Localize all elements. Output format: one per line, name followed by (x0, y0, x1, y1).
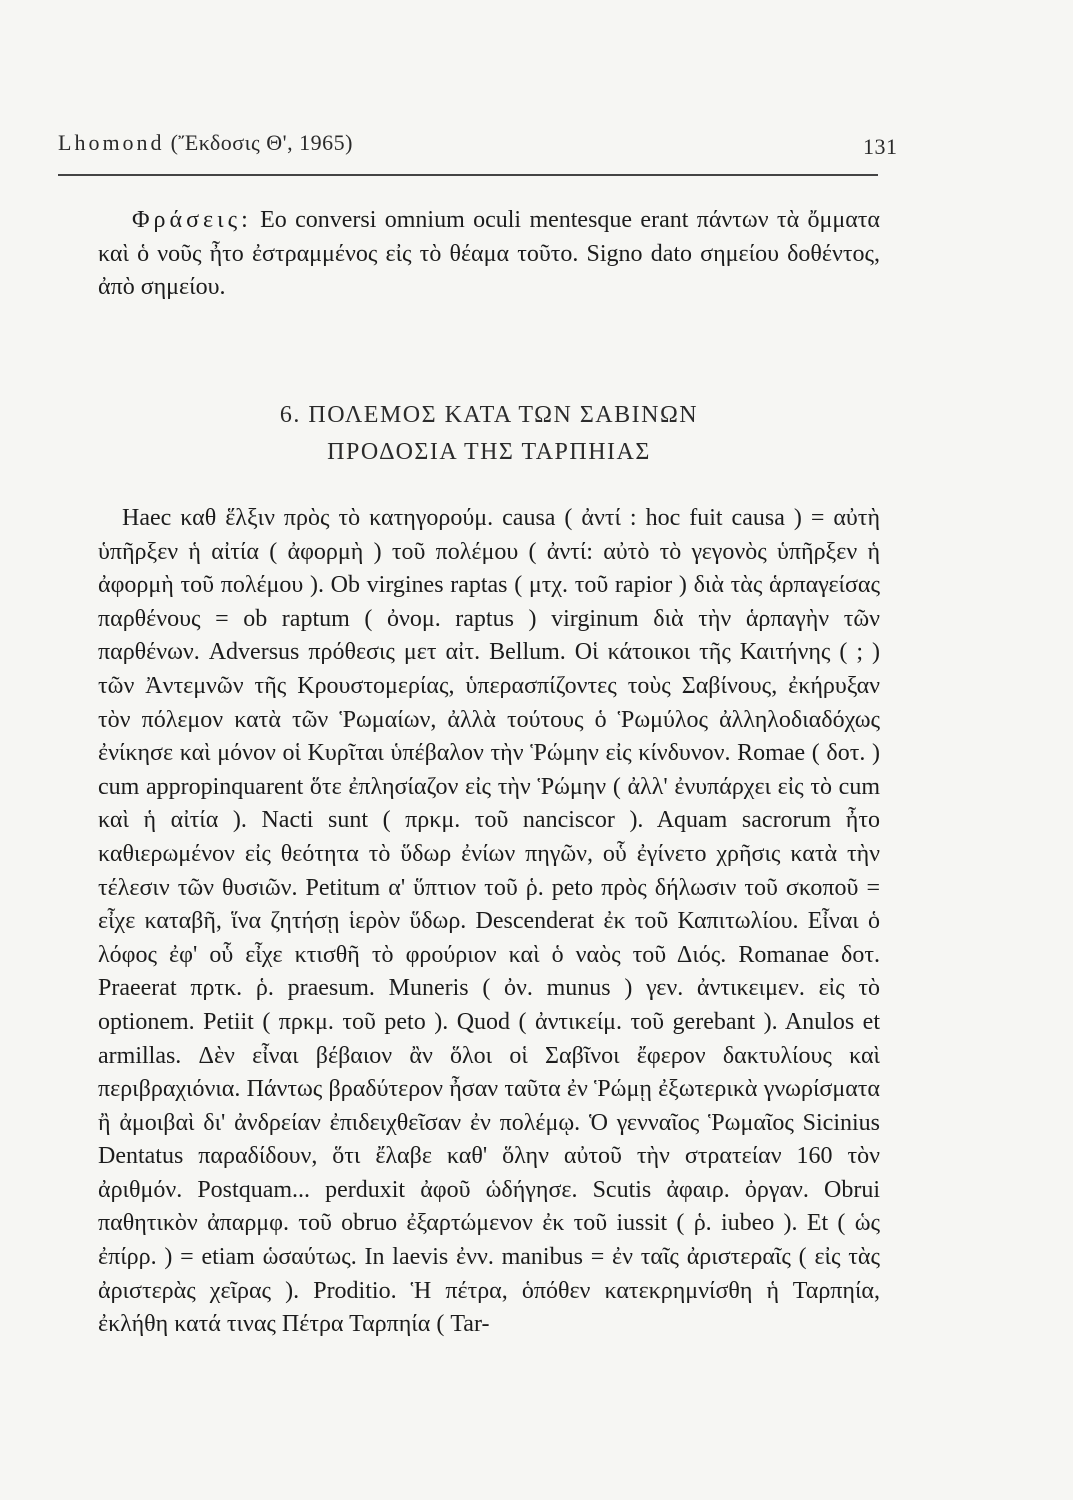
phrases-text: Eo conversi omnium oculi mentesque erant πάντων τὰ ὄμματα καὶ ὁ νοῦς ἦτο ἐστραμμένος εἰς τὸ θέαμα τοῦτο. Signo dato σημείου δοθέντος, ἀπὸ σημείου. (98, 207, 881, 301)
header-rule (58, 174, 878, 176)
page-number: 131 (863, 134, 898, 159)
commentary-paragraph: Haec καθ ἕλξιν πρὸς τὸ κατηγορούμ. causa ( ἀντί : hoc fuit causa ) = αὐτὴ ὑπῆρξεν ἡ αἰτία ( ἀφορμὴ ) τοῦ πολέμου ( ἀντί: αὐτὸ τὸ γεγονὸς ὑπῆρξεν ἡ ἀφορμὴ τοῦ πολέμου ). Ob virgines raptas ( μτχ. τοῦ rapior ) διὰ τὰς ἁρπαγείσας παρθένους = ob raptum ( ὀνομ. raptus ) virginum διὰ τὴν ἁρπαγὴν τῶν παρθένων. Adversus πρόθεσις μετ αἰτ. Bellum. Οἱ κάτοικοι τῆς Καιτήνης ( ; ) τῶν Ἀντεμνῶν τῆς Κρουστομερίας, ὑπερασπίζοντες τοὺς Σαβίνους, ἐκήρυξαν τὸν πόλεμον κατὰ τῶν Ῥωμαίων, ἀλλὰ τούτους ὁ Ῥωμύλος ἀλληλοδιαδόχως ἐνίκησε καὶ μόνον οἱ Κυρῖται ὑπέβαλον τὴν Ῥώμην εἰς κίνδυνον. Romae ( δοτ. ) cum appropinquarent ὅτε ἐπλησίαζον εἰς τὴν Ῥώμην ( ἀλλ' ἐνυπάρχει εἰς τὸ cum καὶ ἡ αἰτία ). Nacti sunt ( πρκμ. τοῦ nanciscor ). Aquam sacrorum ἦτο καθιερωμένον εἰς θεότητα τὸ ὕδωρ ἐνίων πηγῶν, οὗ ἐγίνετο χρῆσις κατὰ τὴν τέλεσιν τῶν θυσιῶν. Petitum α' ὕπτιον τοῦ ῥ. peto πρὸς δήλωσιν τοῦ σκοποῦ = εἶχε καταβῆ, ἵνα ζητήσῃ ἱερὸν ὕδωρ. Descenderat ἐκ τοῦ Καπιτωλίου. Εἶναι ὁ λόφος ἐφ' οὗ εἶχε κτισθῆ τὸ φρούριον καὶ ὁ ναὸς τοῦ Διός. Romanae δοτ. Praeerat πρτκ. ῥ. praesum. Muneris ( ὀν. munus ) γεν. ἀντικειμεν. εἰς τὸ optionem. Petiit ( πρκμ. τοῦ peto ). Quod ( ἀντικείμ. τοῦ gerebant ). Anulos et armillas. Δὲν εἶναι βέβαιον ἂν ὅλοι οἱ Σαβῖνοι ἔφερον δακτυλίους καὶ περιβραχιόνια. Πάντως βραδύτερον ἦσαν ταῦτα ἐν Ῥώμῃ ἐξωτερικὰ γνωρίσματα ἢ ἀμοιβαὶ δι' ἀνδρείαν ἐπιδειχθεῖσαν ἐν πολέμῳ. Ὁ γενναῖος Ῥωμαῖος Sicinius Dentatus παραδίδουν, ὅτι ἔλαβε καθ' ὅλην αὐτοῦ τὴν στρατείαν 160 τὸν ἀριθμόν. Postquam... perduxit ἀφοῦ ὡδήγησε. Scutis ἀφαιρ. ὀργαν. Obrui παθητικὸν ἀπαρμφ. τοῦ obruo ἐξαρτώμενον ἐκ τοῦ iussit ( ῥ. iubeo ). Et ( ὡς ἐπίρρ. ) = etiam ὡσαύτως. In laevis ἐνν. manibus = ἐν ταῖς ἀριστεραῖς ( εἰς τὰς ἀριστερὰς χεῖρας ). Proditio. Ἡ πέτρα, ὁπόθεν κατεκρημνίσθη ἡ Ταρπηία, ἐκλήθη κατά τινας Πέτρα Ταρπηία ( Tar- (98, 505, 880, 1338)
header-author: Lhomond (58, 130, 165, 155)
phrases-label: Φράσεις: (132, 207, 252, 233)
phrases-paragraph (98, 204, 880, 305)
section-title-line-2: ΠΡΟΔΟΣΙΑ ΤΗΣ ΤΑΡΠΗΙΑΣ (327, 439, 651, 465)
running-header (58, 126, 898, 166)
header-left (58, 130, 353, 156)
header-edition: (Ἔκδοσις Θ', 1965) (170, 130, 353, 155)
section-title-line-1: 6. ΠΟΛΕΜΟΣ ΚΑΤΑ ΤΩΝ ΣΑΒΙΝΩΝ (279, 402, 699, 428)
